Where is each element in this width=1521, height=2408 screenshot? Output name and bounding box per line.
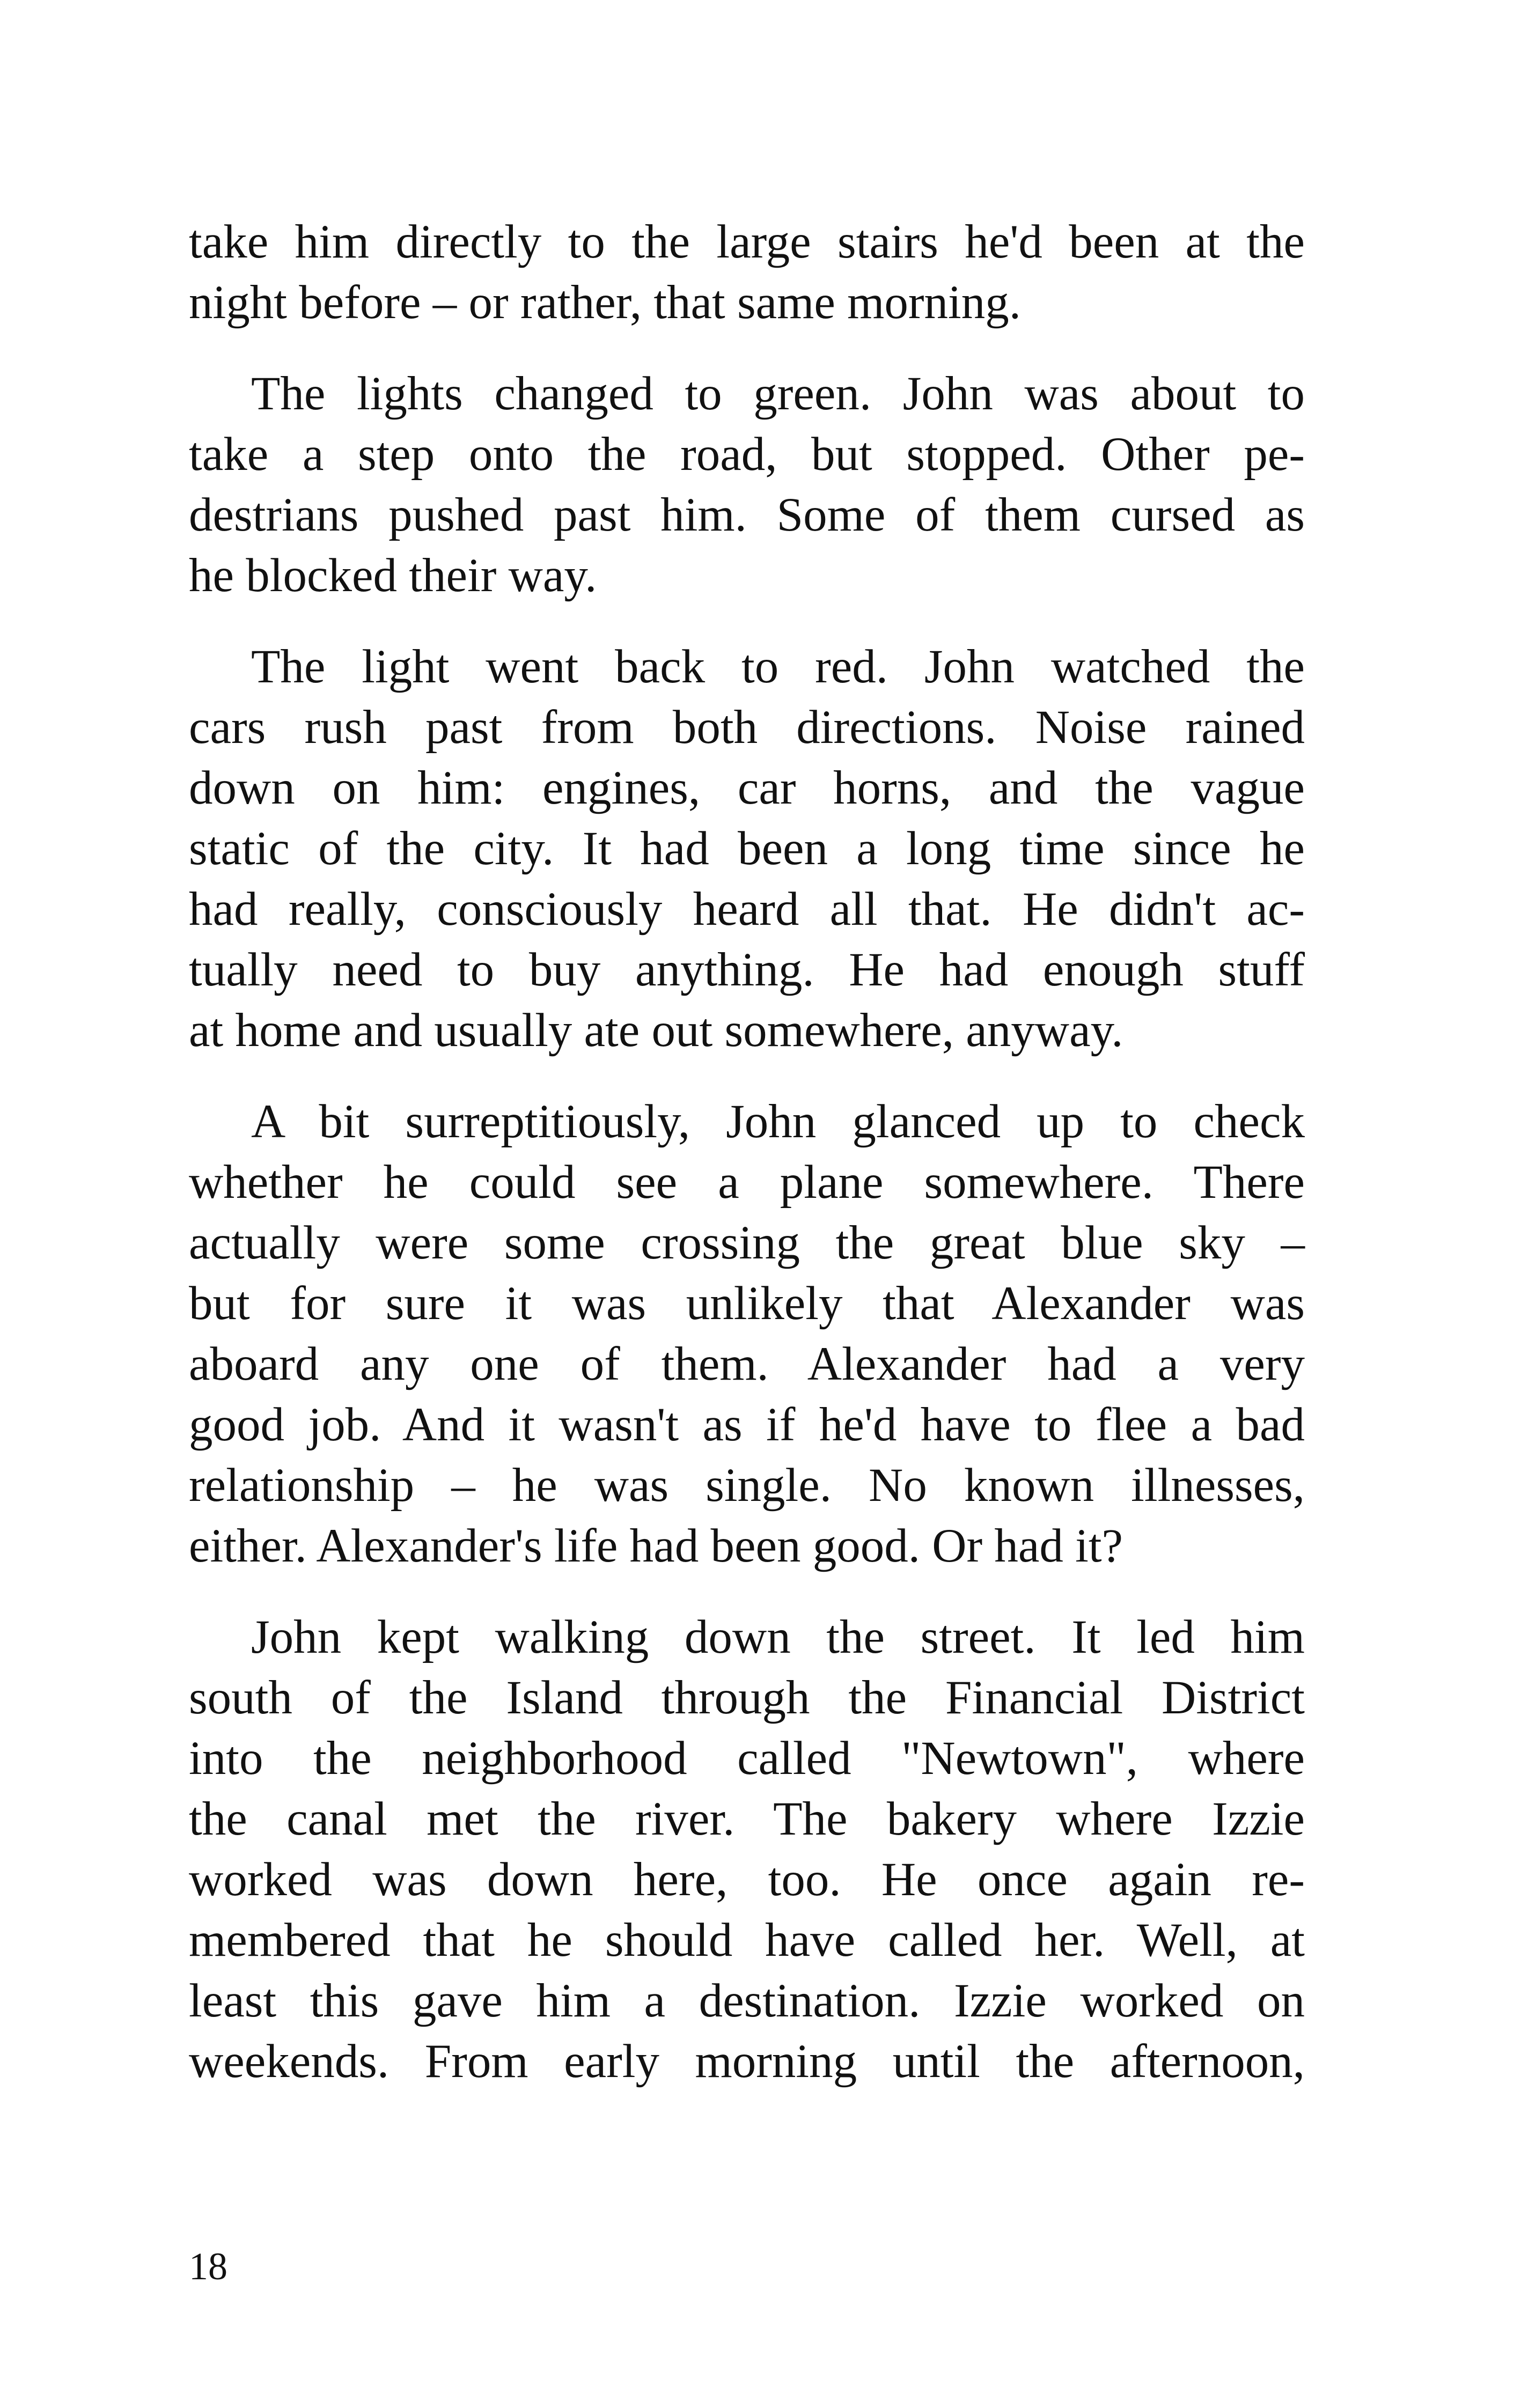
text-line: south of the Island through the Financial District: [189, 1671, 1305, 1724]
body-text: [189, 212, 1305, 2092]
text-line: static of the city. It had been a long time since he: [189, 822, 1305, 875]
text-line: but for sure it was unlikely that Alexander was: [189, 1277, 1305, 1330]
text-line: into the neighborhood called "Newtown", where: [189, 1732, 1305, 1785]
text-line: either. Alexander's life had been good. Or had it?: [189, 1520, 1123, 1572]
paragraph-1: [189, 212, 1305, 333]
paragraph-5: [189, 1607, 1305, 2092]
text-line: The lights changed to green. John was about to: [251, 367, 1305, 420]
text-line: night before – or rather, that same morning.: [189, 276, 1021, 329]
paragraph-3: [189, 637, 1305, 1061]
text-line: relationship – he was single. No known illnesses,: [189, 1459, 1305, 1512]
text-line: membered that he should have called her. Well, at: [189, 1914, 1305, 1967]
text-line: at home and usually ate out somewhere, anyway.: [189, 1004, 1123, 1057]
text-line: he blocked their way.: [189, 549, 597, 602]
text-line: had really, consciously heard all that. He didn't ac-: [189, 883, 1305, 936]
text-line: A bit surreptitiously, John glanced up to check: [251, 1095, 1305, 1148]
text-line: least this gave him a destination. Izzie worked on: [189, 1975, 1305, 2027]
text-line: John kept walking down the street. It led him: [251, 1611, 1305, 1663]
text-line: weekends. From early morning until the afternoon,: [189, 2035, 1305, 2088]
text-line: worked was down here, too. He once again re-: [189, 1853, 1305, 1906]
text-line: good job. And it wasn't as if he'd have to flee a bad: [189, 1398, 1305, 1451]
text-line: actually were some crossing the great blue sky –: [189, 1217, 1305, 1269]
page-number: 18: [189, 2245, 227, 2288]
text-line: the canal met the river. The bakery where Izzie: [189, 1793, 1305, 1845]
text-line: take him directly to the large stairs he'd been at the: [189, 216, 1305, 268]
text-line: cars rush past from both directions. Noise rained: [189, 701, 1305, 754]
text-line: destrians pushed past him. Some of them cursed as: [189, 489, 1305, 541]
paragraph-2: [189, 364, 1305, 606]
text-line: tually need to buy anything. He had enough stuff: [189, 944, 1305, 996]
paragraph-4: [189, 1092, 1305, 1577]
text-line: take a step onto the road, but stopped. Other pe-: [189, 428, 1305, 481]
text-line: The light went back to red. John watched the: [251, 640, 1305, 693]
text-line: aboard any one of them. Alexander had a very: [189, 1338, 1305, 1390]
text-line: whether he could see a plane somewhere. There: [189, 1156, 1305, 1209]
text-line: down on him: engines, car horns, and the vague: [189, 762, 1305, 814]
